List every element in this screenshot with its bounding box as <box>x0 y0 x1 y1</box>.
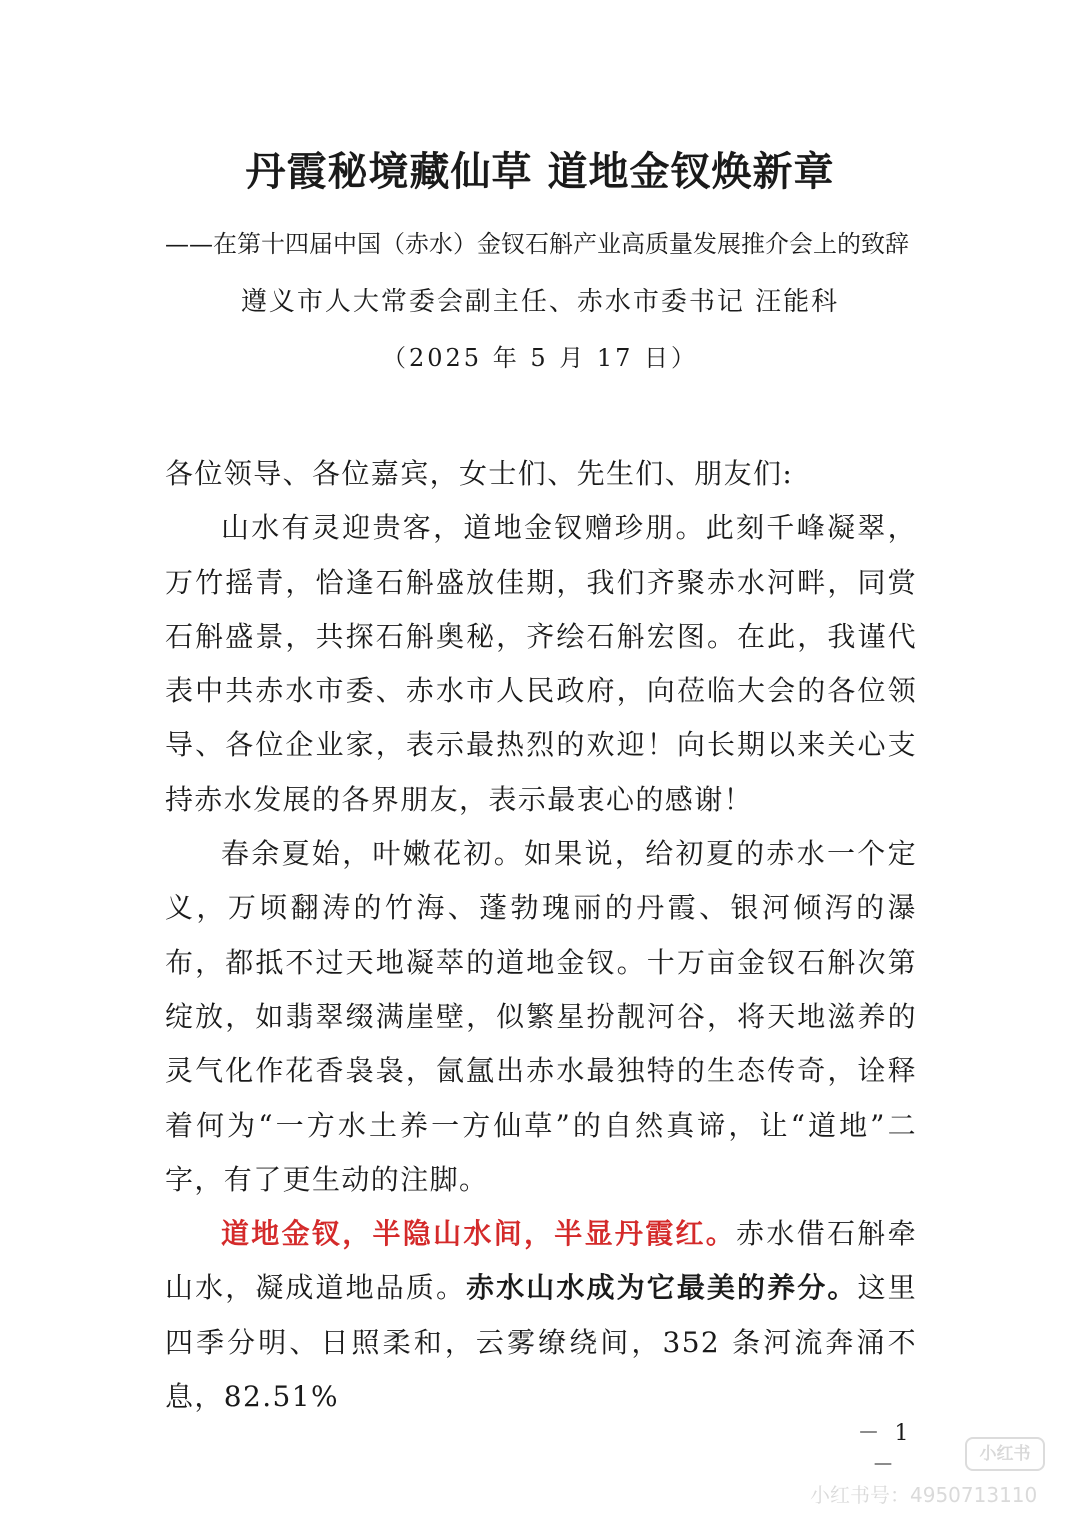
paragraph-3-text-b: 这里四季分明、日照柔和，云雾缭绕间，352 条河流奔涌不息，82.51% <box>165 1271 917 1414</box>
document-title: 丹霞秘境藏仙草 道地金钗焕新章 <box>245 148 835 195</box>
watermark-logo: 小红书 <box>965 1437 1045 1471</box>
paragraph-1: 山水有灵迎贵客，道地金钗赠珍朋。此刻千峰凝翠，万竹摇青，恰逢石斛盛放佳期，我们齐聚赤水河畔，同赏石斛盛景，共探石斛奥秘，齐绘石斛宏图。在此，我谨代表中共赤水市委、赤水市人民政府，向莅临大会的各位领导、各位企业家，表示最热烈的欢迎！向长期以来关心支持赤水发展的各界朋友，表示最衷心的感谢！ <box>165 511 917 816</box>
watermark-id: 小红书号：4950713110 <box>810 1483 1038 1507</box>
document-date: （2025 年 5 月 17 日） <box>381 344 699 372</box>
paragraph-3 <box>165 1207 917 1424</box>
document-subtitle: ——在第十四届中国（赤水）金钗石斛产业高质量发展推介会上的致辞 <box>165 230 909 258</box>
greeting-line: 各位领导、各位嘉宾，女士们、先生们、朋友们: <box>165 457 794 490</box>
page-number: － 1 － <box>857 1421 913 1478</box>
paragraph-2: 春余夏始，叶嫩花初。如果说，给初夏的赤水一个定义，万顷翻涛的竹海、蓬勃瑰丽的丹霞、银河倾泻的瀑布，都抵不过天地凝萃的道地金钗。十万亩金钗石斛次第绽放，如翡翠缀满崖壁，似繁星扮靓河谷，将天地滋养的灵气化作花香袅袅，氤氲出赤水最独特的生态传奇，诠释着何为“一方水土养一方仙草”的自然真谛，让“道地”二字，有了更生动的注脚。 <box>165 837 917 1196</box>
document-author: 遵义市人大常委会副主任、赤水市委书记 汪能科 <box>240 287 840 317</box>
paragraph-3-text-a: 赤水借石斛牵山水，凝成道地品质。 <box>165 1217 917 1305</box>
document-body <box>165 447 917 1424</box>
highlight-red-text: 道地金钗，半隐山水间，半显丹霞红。 <box>221 1217 737 1251</box>
highlight-bold-text: 赤水山水成为它最美的养分。 <box>466 1271 858 1305</box>
